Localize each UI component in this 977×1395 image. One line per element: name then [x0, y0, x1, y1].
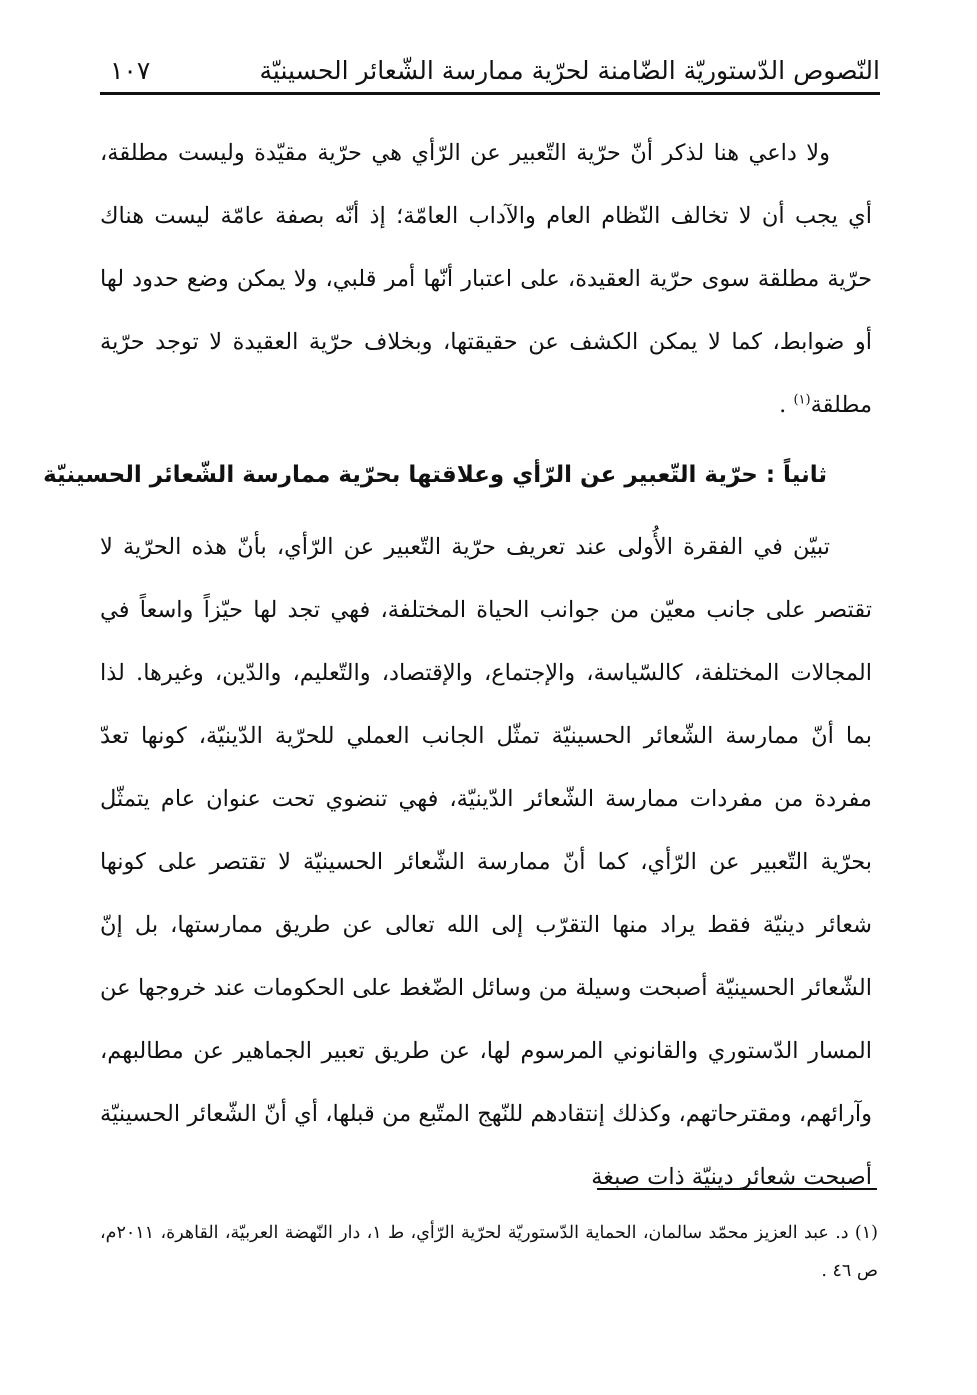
body-paragraph-2 [100, 516, 872, 1209]
section-heading: ثانياً : حرّية التّعبير عن الرّأي وعلاقتها بحرّية ممارسة الشّعائر الحسينيّة [43, 462, 827, 488]
running-header [100, 52, 880, 95]
header-title: النّصوص الدّستوريّة الضّامنة لحرّية ممارسة الشّعائر الحسينيّة [259, 56, 880, 85]
footnote-divider [597, 1188, 877, 1190]
paragraph-1-text: ولا داعي هنا لذكر أنّ حرّية التّعبير عن الرّأي هي حرّية مقيّدة وليست مطلقة، أي يجب أن لا تخالف النّظام العام والآداب العامّة؛ إذ أنّه بصفة عامّة ليست هناك حرّية مطلقة سوى حرّية العقيدة، على اعتبار أنّها أمر قلبي، ولا يمكن وضع حدود لها أو ضوابط، كما لا يمكن الكشف عن حقيقتها، وبخلاف حرّية العقيدة لا توجد حرّية مطلقة [100, 140, 872, 418]
paragraph-2-text: تبيّن في الفقرة الأُولى عند تعريف حرّية التّعبير عن الرّأي، بأنّ هذه الحرّية لا تقتصر على جانب معيّن من جوانب الحياة المختلفة، فهي تجد لها حيّزاً واسعاً في المجالات المختلفة، كالسّياسة، والإجتماع، والإقتصاد، والتّعليم، والدّين، وغيرها. لذا بما أنّ ممارسة الشّعائر الحسينيّة تمثّل الجانب العملي للحرّية الدّينيّة، كونها تعدّ مفردة من مفردات ممارسة الشّعائر الدّينيّة، فهي تنضوي تحت عنوان عام يتمثّل بحرّية التّعبير عن الرّأي، كما أنّ ممارسة الشّعائر الحسينيّة لا تقتصر على كونها شعائر دينيّة فقط يراد منها التقرّب إلى الله تعالى عن طريق ممارستها، بل إنّ الشّعائر الحسينيّة أصبحت وسيلة من وسائل الضّغط على الحكومات عند خروجها عن المسار الدّستوري والقانوني المرسوم لها، عن طريق تعبير الجماهير عن مطالبهم، وآرائهم، ومقترحاتهم، وكذلك إنتقادهم للنّهج المتّبع من قبلها، أي أنّ الشّعائر الحسينيّة أصبحت شعائر دينيّة ذات صبغة [100, 534, 872, 1190]
body-paragraph-1 [100, 122, 872, 437]
footnote-1: (١) د. عبد العزيز محمّد سالمان، الحماية الدّستوريّة لحرّية الرّأي، ط ١، دار النّهضة العربيّة، القاهرة، ٢٠١١م، ص ٤٦ . [100, 1223, 878, 1281]
footnote-reference: (١) [793, 392, 811, 408]
page-number: ١٠٧ [110, 56, 151, 85]
paragraph-1-end: . [779, 392, 787, 418]
